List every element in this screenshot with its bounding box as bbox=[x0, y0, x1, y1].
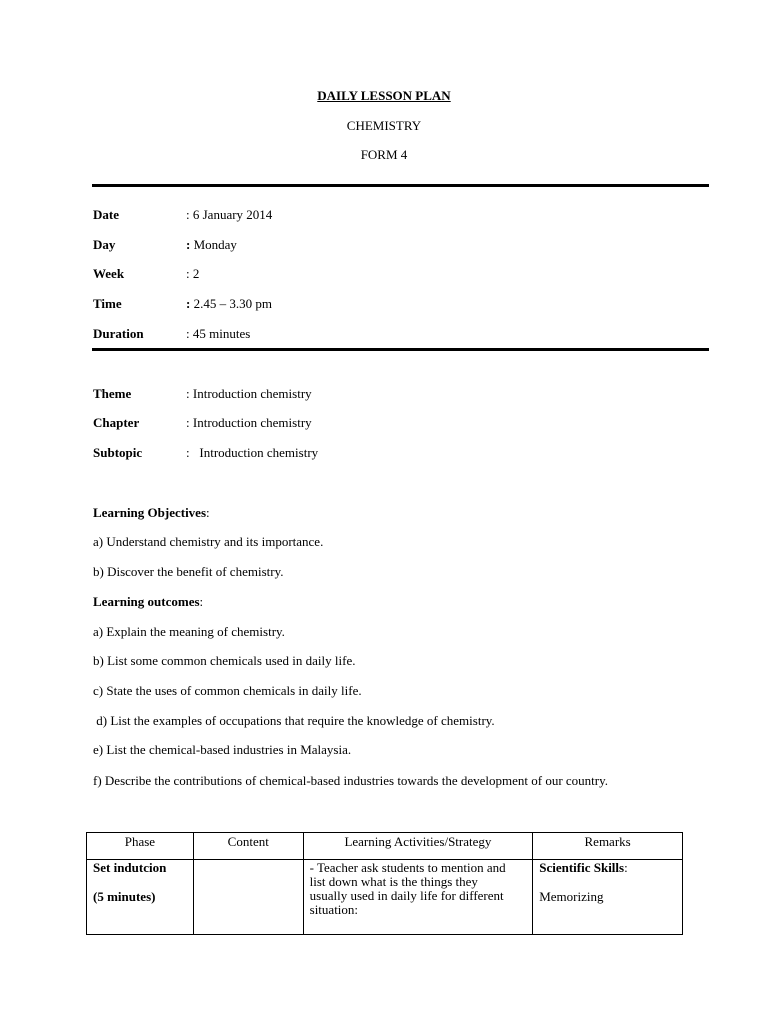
week-label: Week bbox=[93, 266, 125, 281]
bottom-divider bbox=[92, 348, 709, 351]
day-label: Day bbox=[93, 237, 116, 252]
outcome-item: d) List the examples of occupations that require the knowledge of chemistry. bbox=[93, 713, 495, 728]
day-value: : Monday bbox=[186, 237, 237, 252]
subject-title: CHEMISTRY bbox=[346, 118, 422, 133]
activities-cell: - Teacher ask students to mention and list down what is the things they usually used in daily life for different situation: bbox=[303, 860, 533, 935]
outcome-item: f) Describe the contributions of chemical-based industries towards the development of our country. bbox=[93, 773, 609, 788]
objectives-heading: Learning Objectives: bbox=[93, 505, 210, 520]
subtopic-label: Subtopic bbox=[93, 445, 143, 460]
phase-name: Set indutcion bbox=[93, 860, 167, 875]
top-divider bbox=[92, 184, 709, 187]
date-label: Date bbox=[93, 207, 119, 222]
week-value: : 2 bbox=[186, 266, 200, 281]
remarks-header: Remarks bbox=[533, 833, 683, 860]
outcome-item: c) State the uses of common chemicals in daily life. bbox=[93, 683, 362, 698]
remarks-value: Memorizing bbox=[539, 889, 604, 904]
theme-value: : Introduction chemistry bbox=[186, 386, 312, 401]
form-title: FORM 4 bbox=[360, 147, 408, 162]
table-row bbox=[87, 860, 683, 935]
chapter-value: : Introduction chemistry bbox=[186, 415, 312, 430]
outcome-item: e) List the chemical-based industries in Malaysia. bbox=[93, 742, 352, 757]
theme-label: Theme bbox=[93, 386, 132, 401]
activities-header: Learning Activities/Strategy bbox=[303, 833, 533, 860]
time-label: Time bbox=[93, 296, 122, 311]
phase-time: (5 minutes) bbox=[93, 889, 156, 904]
phase-header: Phase bbox=[87, 833, 194, 860]
duration-value: : 45 minutes bbox=[186, 326, 251, 341]
subtopic-value: : Introduction chemistry bbox=[186, 445, 319, 460]
document-title: DAILY LESSON PLAN bbox=[317, 88, 451, 103]
outcome-item: b) List some common chemicals used in daily life. bbox=[93, 653, 356, 668]
content-header: Content bbox=[193, 833, 303, 860]
objective-item: b) Discover the benefit of chemistry. bbox=[93, 564, 284, 579]
objective-item: a) Understand chemistry and its importance. bbox=[93, 534, 324, 549]
outcome-item: a) Explain the meaning of chemistry. bbox=[93, 624, 285, 639]
chapter-label: Chapter bbox=[93, 415, 140, 430]
content-cell bbox=[193, 860, 303, 935]
table-header-row bbox=[87, 833, 683, 860]
lesson-table bbox=[86, 832, 683, 935]
duration-label: Duration bbox=[93, 326, 144, 341]
remarks-heading: Scientific Skills: bbox=[539, 860, 628, 875]
remarks-cell bbox=[533, 860, 683, 935]
time-value: : 2.45 – 3.30 pm bbox=[186, 296, 272, 311]
date-value: : 6 January 2014 bbox=[186, 207, 273, 222]
outcomes-heading: Learning outcomes: bbox=[93, 594, 204, 609]
phase-cell bbox=[87, 860, 194, 935]
